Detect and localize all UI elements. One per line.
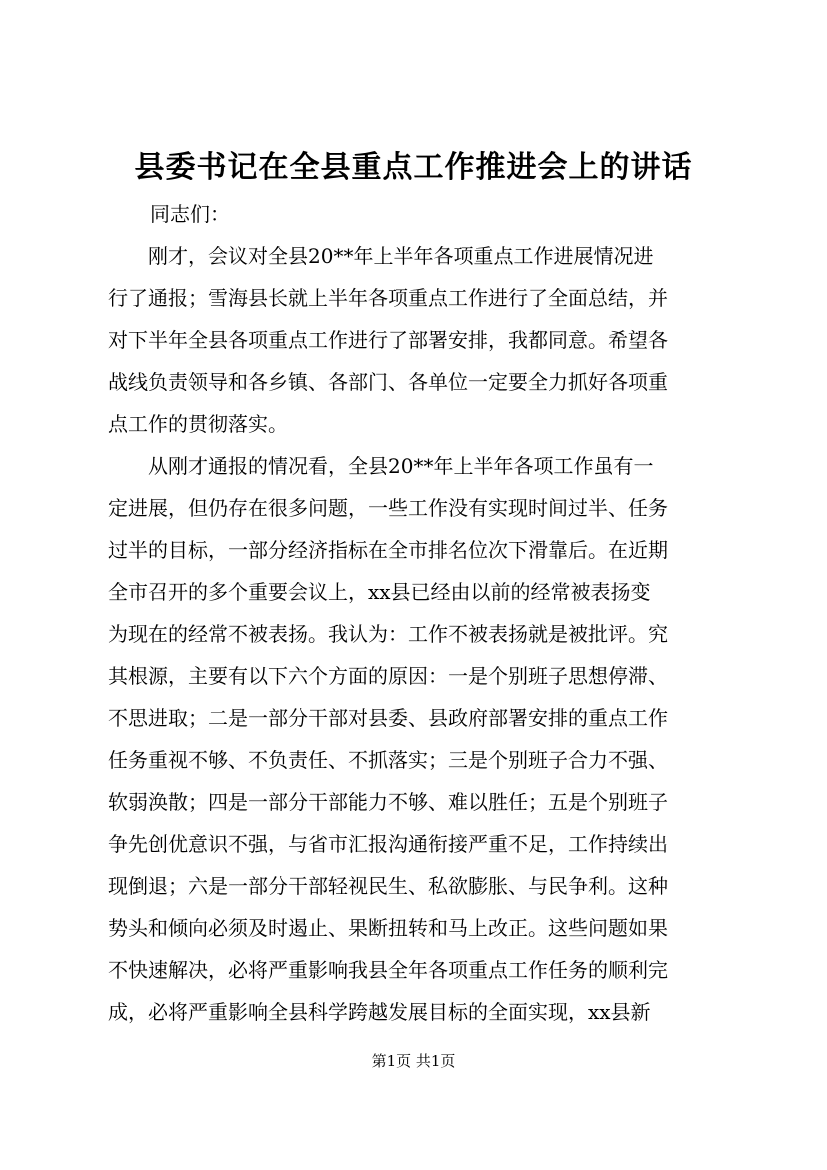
body-line: 现倒退；六是一部分干部轻视民生、私欲膨胀、与民争利。这种 [108,874,668,898]
body-line: 软弱涣散；四是一部分干部能力不够、难以胜任；五是个别班子 [108,790,668,814]
body-line: 全市召开的多个重要会议上，xx县已经由以前的经常被表扬变 [108,580,651,604]
body-line: 其根源，主要有以下六个方面的原因：一是个别班子思想停滞、 [108,664,668,688]
body-line: 对下半年全县各项重点工作进行了部署安排，我都同意。希望各 [108,328,668,352]
body-line: 定进展，但仍存在很多问题，一些工作没有实现时间过半、任务 [108,496,668,520]
salutation: 同志们： [150,202,230,226]
body-line: 不快速解决，必将严重影响我县全年各项重点工作任务的顺利完 [108,958,668,982]
body-line: 任务重视不够、不负责任、不抓落实；三是个别班子合力不强、 [108,748,668,772]
body-line: 点工作的贯彻落实。 [108,412,288,436]
body-line: 为现在的经常不被表扬。我认为：工作不被表扬就是被批评。究 [108,622,668,646]
body-line: 行了通报；雪海县长就上半年各项重点工作进行了全面总结，并 [108,286,668,310]
body-line: 从刚才通报的情况看，全县20**年上半年各项工作虽有一 [108,454,654,478]
body-line: 争先创优意识不强，与省市汇报沟通衔接严重不足，工作持续出 [108,832,668,856]
page-number-footer: 第1页 共1页 [371,1052,456,1070]
body-line: 战线负责领导和各乡镇、各部门、各单位一定要全力抓好各项重 [108,370,668,394]
body-line: 势头和倾向必须及时遏止、果断扭转和马上改正。这些问题如果 [108,916,668,940]
body-line: 成，必将严重影响全县科学跨越发展目标的全面实现，xx县新 [108,1000,651,1024]
document-title: 县委书记在全县重点工作推进会上的讲话 [134,150,693,185]
body-line: 过半的目标，一部分经济指标在全市排名位次下滑靠后。在近期 [108,538,668,562]
body-line: 不思进取；二是一部分干部对县委、县政府部署安排的重点工作 [108,706,668,730]
body-line: 刚才，会议对全县20**年上半年各项重点工作进展情况进 [108,244,654,268]
